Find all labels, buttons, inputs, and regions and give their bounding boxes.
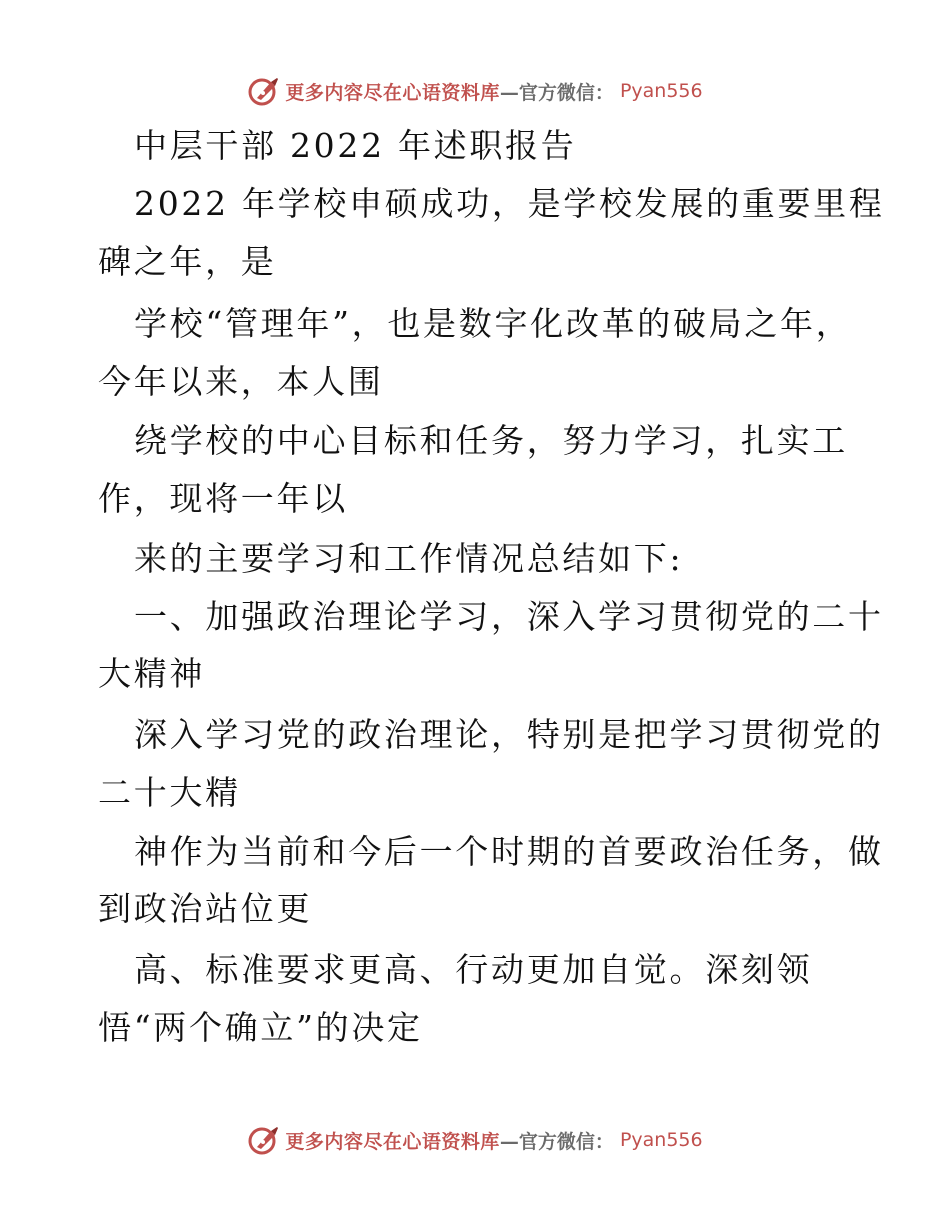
document-title: 中层干部 2022 年述职报告 bbox=[134, 126, 577, 165]
paragraph-line: 二十大精 bbox=[98, 773, 241, 812]
paragraph-line: 高、标准要求更高、行动更加自觉。深刻领 bbox=[134, 950, 813, 989]
watermark-id-text: Pyan556 bbox=[619, 80, 703, 102]
section-heading: 一、加强政治理论学习，深入学习贯彻党的二十 bbox=[134, 597, 884, 636]
paragraph-line: 神作为当前和今后一个时期的首要政治任务，做 bbox=[134, 832, 884, 871]
paragraph-line: 作，现将一年以 bbox=[98, 479, 348, 518]
pen-nib-circle-icon bbox=[247, 1123, 281, 1157]
paragraph-line: 学校“管理年”，也是数字化改革的破局之年， bbox=[134, 304, 852, 343]
paragraph-line: 碑之年，是 bbox=[98, 242, 277, 281]
paragraph-line: 悟“两个确立”的决定 bbox=[98, 1008, 423, 1047]
paragraph-line: 来的主要学习和工作情况总结如下: bbox=[134, 539, 684, 578]
paragraph-line: 绕学校的中心目标和任务，努力学习，扎实工 bbox=[134, 421, 848, 460]
paragraph-line: 深入学习党的政治理论，特别是把学习贯彻党的 bbox=[134, 715, 884, 754]
watermark-separator-text: —官方微信： bbox=[499, 81, 614, 104]
watermark-main-text: 更多内容尽在心语资料库 bbox=[285, 81, 500, 104]
watermark-separator-text: —官方微信： bbox=[499, 1130, 614, 1153]
section-heading: 大精神 bbox=[98, 654, 206, 693]
pen-nib-circle-icon bbox=[247, 74, 281, 108]
watermark-id-text: Pyan556 bbox=[619, 1129, 703, 1151]
watermark-main-text: 更多内容尽在心语资料库 bbox=[285, 1130, 500, 1153]
paragraph-line: 2022 年学校申硕成功，是学校发展的重要里程 bbox=[134, 184, 885, 223]
paragraph-line: 到政治站位更 bbox=[98, 889, 313, 928]
paragraph-line: 今年以来，本人围 bbox=[98, 362, 384, 401]
header-watermark bbox=[0, 71, 950, 111]
footer-watermark bbox=[0, 1120, 950, 1160]
